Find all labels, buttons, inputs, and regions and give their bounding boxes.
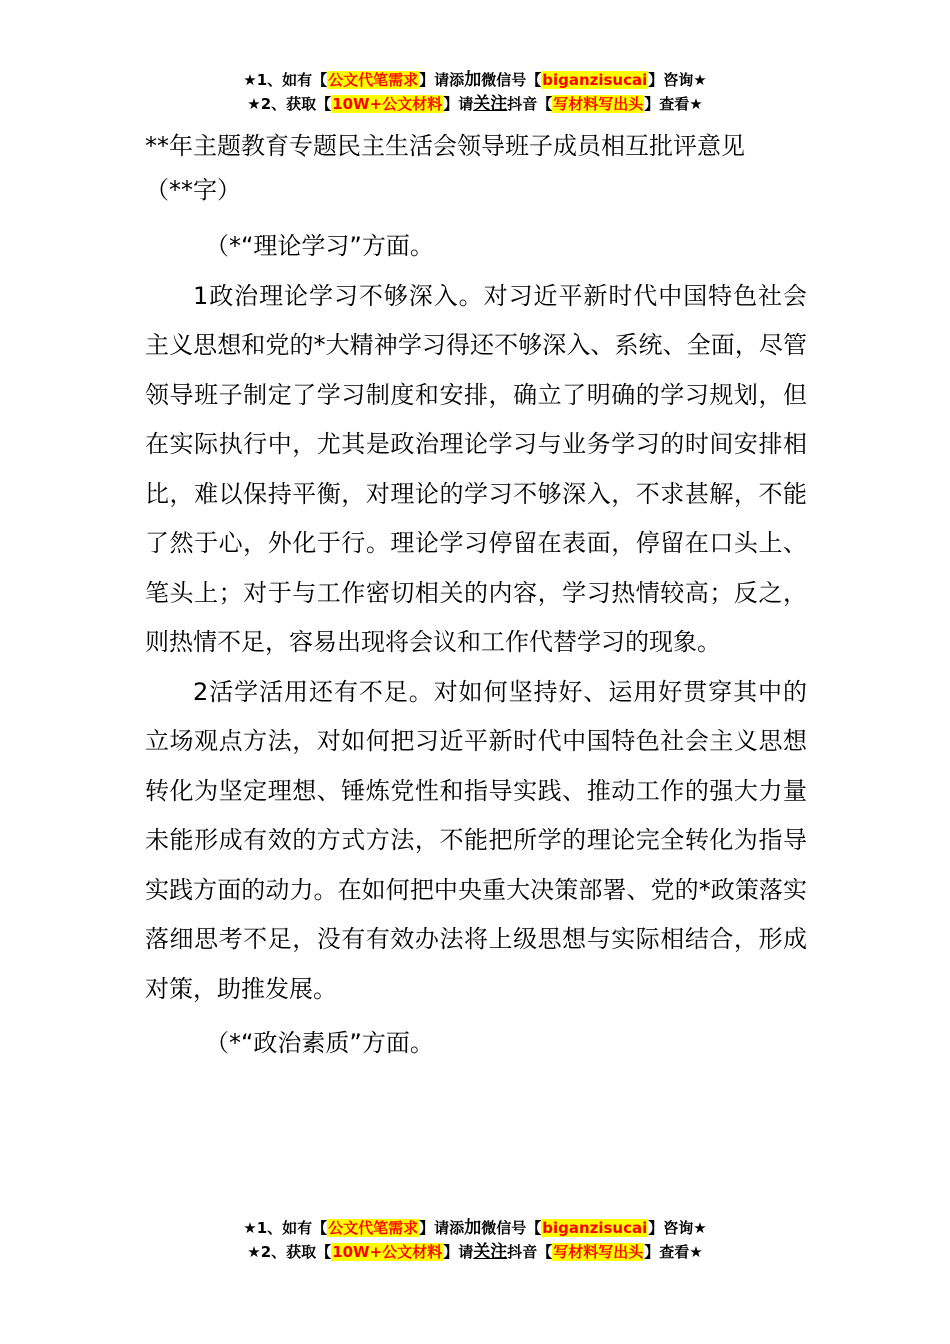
highlight-materials: 10W+公文材料 [332, 1243, 443, 1261]
highlight-service: 公文代笔需求 [328, 1219, 419, 1237]
document-subtitle: （**字） [145, 176, 241, 204]
banner-text: ★2、获取【 [247, 1243, 332, 1261]
banner-emphasis: 加 [464, 70, 482, 90]
highlight-wechat-id: biganzisucai [542, 71, 648, 89]
banner-line-2 [0, 1240, 950, 1264]
banner-text: 微信号【 [481, 71, 542, 89]
banner-text: 微信号【 [481, 1219, 542, 1237]
banner-text: 】查看★ [644, 95, 703, 113]
banner-text: 】请添 [419, 71, 465, 89]
paragraph-theory-2: 2活学活用还有不足。对如何坚持好、运用好贯穿其中的立场观点方法，对如何把习近平新时代中国特色社会主义思想转化为坚定理想、锤炼党性和指导实践、推动工作的强大力量未能形成有效的方式方法，不能把所学的理论完全转化为指导实践方面的动力。在如何把中央重大决策部署、党的*政策落实落细思考不足，没有有效办法将上级思想与实际相结合，形成对策，助推发展。 [145, 677, 807, 1003]
banner-line-1 [0, 68, 950, 92]
highlight-materials: 10W+公文材料 [332, 95, 443, 113]
section-heading-political: （*“政治素质”方面。 [205, 1029, 434, 1057]
banner-text: 】咨询★ [648, 71, 707, 89]
banner-text: 】请添 [419, 1219, 465, 1237]
paragraph-theory-1: 1政治理论学习不够深入。对习近平新时代中国特色社会主义思想和党的*大精神学习得还不够深入、系统、全面，尽管领导班子制定了学习制度和安排，确立了明确的学习规划，但在实际执行中，尤其是政治理论学习与业务学习的时间安排相比，难以保持平衡，对理论的学习不够深入，不求甚解，不能了然于心，外化于行。理论学习停留在表面，停留在口头上、笔头上；对于与工作密切相关的内容，学习热情较高；反之，则热情不足，容易出现将会议和工作代替学习的现象。 [145, 281, 807, 656]
highlight-douyin-account: 写材料写出头 [553, 1243, 644, 1261]
banner-text: 】请 [443, 1243, 474, 1261]
banner-line-2 [0, 92, 950, 116]
banner-text: 】查看★ [644, 1243, 703, 1261]
banner-line-1 [0, 1216, 950, 1240]
banner-emphasis: 关注 [473, 94, 508, 114]
banner-text: 】咨询★ [648, 1219, 707, 1237]
banner-text: ★1、如有【 [243, 71, 328, 89]
footer-banner [0, 1216, 950, 1264]
banner-text: 】请 [443, 95, 474, 113]
banner-text: 抖音【 [507, 95, 553, 113]
highlight-douyin-account: 写材料写出头 [553, 95, 644, 113]
banner-emphasis: 关注 [473, 1242, 508, 1262]
document-title: **年主题教育专题民主生活会领导班子成员相互批评意见 [145, 132, 745, 160]
highlight-service: 公文代笔需求 [328, 71, 419, 89]
header-banner [0, 68, 950, 116]
document-body [145, 124, 807, 1069]
highlight-wechat-id: biganzisucai [542, 1219, 648, 1237]
banner-text: 抖音【 [507, 1243, 553, 1261]
section-heading-theory: （*“理论学习”方面。 [205, 232, 434, 260]
banner-text: ★1、如有【 [243, 1219, 328, 1237]
banner-text: ★2、获取【 [247, 95, 332, 113]
banner-emphasis: 加 [464, 1218, 482, 1238]
